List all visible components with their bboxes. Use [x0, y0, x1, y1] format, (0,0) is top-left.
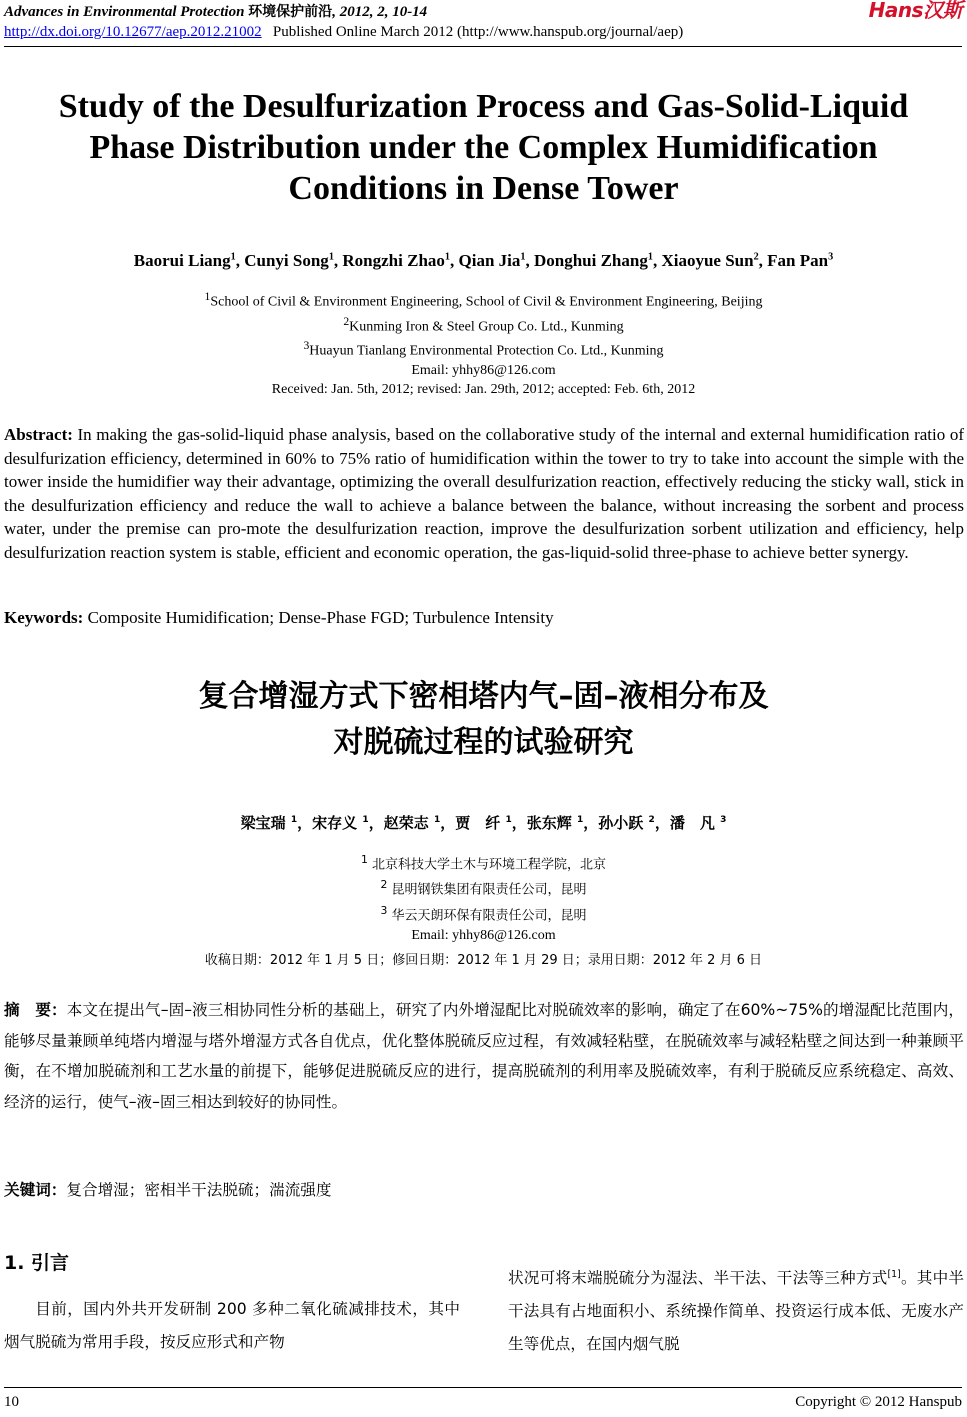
copyright: Copyright © 2012 Hanspub — [795, 1394, 962, 1410]
abstract-text: In making the gas-solid-liquid phase analysis, based on the collaborative study of the internal and external humidification ratio of desulfurization efficiency, determined in 60% to 75% ratio of humidification within the tower to try to take into account the simple with the tower inside the humidifier way their advantage, optimizing the overall desulfurization reaction, effectively reducing the sticky wall, stick in the desulfurization efficiency and reduce the wall to achieve a balance between the balance, without increasing the sorbent and process water, under the premise can pro-mote the desulfurization reaction, improve the desulfurization sorbent utilization and efficiency, help desulfurization reaction system is stable, efficient and economic operation, the gas-liquid-solid three-phase to achieve better synergy. — [4, 425, 964, 562]
author-affiliation-mark: 2 — [753, 251, 759, 263]
header-divider — [4, 46, 962, 47]
abstract-label: 摘 要： — [4, 1001, 67, 1019]
author-name: 潘 凡 — [669, 814, 715, 832]
abstract-cn — [4, 995, 964, 1117]
received-dates-en: Received: Jan. 5th, 2012; revised: Jan. 29th, 2012; accepted: Feb. 6th, 2012 — [271, 382, 696, 397]
received-dates-cn: 收稿日期：2012 年 1 月 5 日；修回日期：2012 年 1 月 29 日；录用日期：2012 年 2 月 6 日 — [204, 953, 763, 968]
published-info: Published Online March 2012 (http://www.hanspub.org/journal/aep) — [272, 24, 684, 40]
author-name: 梁宝瑞 — [240, 814, 286, 832]
keywords-label: Keywords: — [4, 608, 84, 627]
keywords-text: Composite Humidification; Dense-Phase FGD; Turbulence Intensity — [87, 608, 554, 627]
author-affiliation-mark: 1 — [230, 251, 236, 263]
author-name: 宋存义 — [312, 814, 358, 832]
author-affiliation-mark: 1 — [362, 815, 369, 825]
author-name: 孙小跃 — [598, 814, 644, 832]
affiliation-number: 3 — [303, 339, 310, 353]
affiliation-number: 1 — [204, 290, 211, 303]
journal-title-cn: 环境保护前沿 — [248, 4, 333, 20]
keywords-en — [4, 606, 964, 630]
journal-title: Advances in Environmental Protection — [4, 4, 245, 20]
body-text: 。其中半干法具有占地面积小、系统操作简单、投资运行成本低、无废水产生等优点，在国内烟气脱 — [508, 1269, 964, 1353]
affiliation-line — [0, 875, 967, 900]
affiliation-number: 2 — [380, 878, 388, 892]
affiliation-line — [0, 312, 967, 337]
author-name: 赵荣志 — [383, 814, 429, 832]
author-list-en: Baorui Liang$^1$, Cunyi Song$^1$, Rongzhi Zhao$^1$, Qian Jia$^1$, Donghui Zhang$^1$, Xiaoyue Sun$^2$, Fan Pan$^3$ — [133, 251, 834, 270]
author-affiliation-mark: 1 — [433, 815, 441, 825]
paper-title-cn — [0, 674, 967, 766]
abstract-label: Abstract: — [4, 425, 73, 444]
body-column-left: 目前，国内外共开发研制 200 多种二氧化硫减排技术，其中烟气脱硫为常用手段，按反应形式和产物 — [4, 1300, 460, 1351]
contact-email: Email: yhhy86@126.com — [411, 927, 556, 943]
abstract-en — [4, 423, 964, 564]
affiliation-line — [0, 336, 967, 361]
author-affiliation-mark: 1 — [520, 251, 526, 263]
author-name: Cunyi Song — [244, 251, 329, 270]
affiliation-text: Kunming Iron & Steel Group Co. Ltd., Kunming — [349, 319, 624, 335]
abstract-text: 本文在提出气–固–液三相协同性分析的基础上，研究了内外增湿配比对脱硫效率的影响，确定了在60%~75%的增湿配比范围内，能够尽量兼顾单纯塔内增湿与塔外增湿方式各自优点，优化整体脱硫反应过程，有效减轻粘壁，在脱硫效率与减轻粘壁之间达到一种兼顾平衡，在不增加脱硫剂和工艺水量的前提下，能够促进脱硫反应的进行，提高脱硫剂的利用率及脱硫效率，有利于脱硫反应系统稳定、高效、经济的运行，使气–液–固三相达到较好的协同性。 — [4, 1001, 964, 1111]
journal-line — [4, 2, 962, 22]
author-affiliation-mark: 3 — [720, 815, 727, 825]
author-affiliation-mark: 1 — [505, 815, 512, 825]
keywords-cn — [4, 1177, 964, 1203]
title-line: 对脱硫过程的试验研究 — [333, 725, 634, 760]
body-text: 状况可将末端脱硫分为湿法、半干法、干法等三种方式 — [508, 1269, 888, 1287]
author-name: Qian Jia — [458, 251, 521, 270]
body-column-right — [508, 1262, 964, 1361]
affiliation-number: 1 — [360, 853, 368, 866]
contact-email: Email: yhhy86@126.com — [411, 362, 556, 378]
author-name: Donghui Zhang — [533, 251, 648, 270]
author-name: 张东辉 — [526, 814, 572, 832]
keywords-text: 复合增湿；密相半干法脱硫；湍流强度 — [66, 1181, 332, 1199]
affiliation-number: 3 — [380, 903, 388, 917]
author-affiliation-mark: 1 — [290, 815, 298, 825]
citation-ref[interactable]: [1] — [887, 1268, 901, 1280]
section-heading: 1. 引言 — [4, 1252, 70, 1274]
keywords-label: 关键词： — [4, 1181, 67, 1199]
author-name: Xiaoyue Sun — [661, 251, 754, 270]
journal-volume: , 2012, 2, 10-14 — [332, 4, 428, 20]
title-line: Conditions in Dense Tower — [288, 170, 679, 207]
title-line: Study of the Desulfurization Process and Gas-Solid-Liquid — [58, 88, 909, 125]
author-affiliation-mark: 1 — [444, 251, 450, 263]
affiliation-text: 华云天朗环保有限责任公司，昆明 — [391, 907, 587, 923]
affiliation-line — [0, 850, 967, 875]
affiliation-text: Huayun Tianlang Environmental Protection Co. Ltd., Kunming — [309, 343, 664, 359]
author-name: Rongzhi Zhao — [342, 251, 445, 270]
affiliation-text: 昆明钢铁集团有限责任公司，昆明 — [391, 882, 587, 898]
affiliations-en — [0, 287, 967, 380]
title-line: 复合增湿方式下密相塔内气–固–液相分布及 — [198, 679, 769, 714]
author-affiliation-mark: 3 — [828, 251, 834, 263]
author-affiliation-mark: 1 — [647, 251, 653, 263]
doi-link[interactable]: http://dx.doi.org/10.12677/aep.2012.21002 — [4, 24, 262, 40]
doi-line — [4, 22, 962, 42]
author-affiliation-mark: 1 — [328, 251, 334, 263]
affiliations-cn — [0, 850, 967, 946]
footer-divider — [4, 1387, 962, 1388]
author-name: Baorui Liang — [133, 251, 231, 270]
title-line: Phase Distribution under the Complex Humidification — [89, 129, 878, 166]
affiliation-text: 北京科技大学土木与环境工程学院，北京 — [372, 857, 607, 873]
paper-title-en — [10, 86, 957, 209]
author-list-cn: 梁宝瑞 $^1$，宋存义 $^1$，赵荣志 $^1$，贾 纤 $^1$，张东辉 $^1$，孙小跃 $^2$，潘 凡 $^3$ — [240, 814, 727, 832]
publisher-logo: Hans汉斯 — [868, 0, 962, 22]
author-name: 贾 纤 — [455, 814, 501, 832]
affiliation-line — [0, 287, 967, 312]
author-affiliation-mark: 1 — [577, 815, 584, 825]
affiliation-number: 2 — [343, 314, 350, 328]
affiliation-line — [0, 901, 967, 926]
affiliation-text: School of Civil & Environment Engineering, School of Civil & Environment Engineering, Beijing — [210, 294, 763, 310]
author-name: Fan Pan — [767, 251, 829, 270]
page-header — [4, 2, 962, 42]
author-affiliation-mark: 2 — [648, 815, 655, 825]
page-number: 10 — [4, 1394, 19, 1410]
